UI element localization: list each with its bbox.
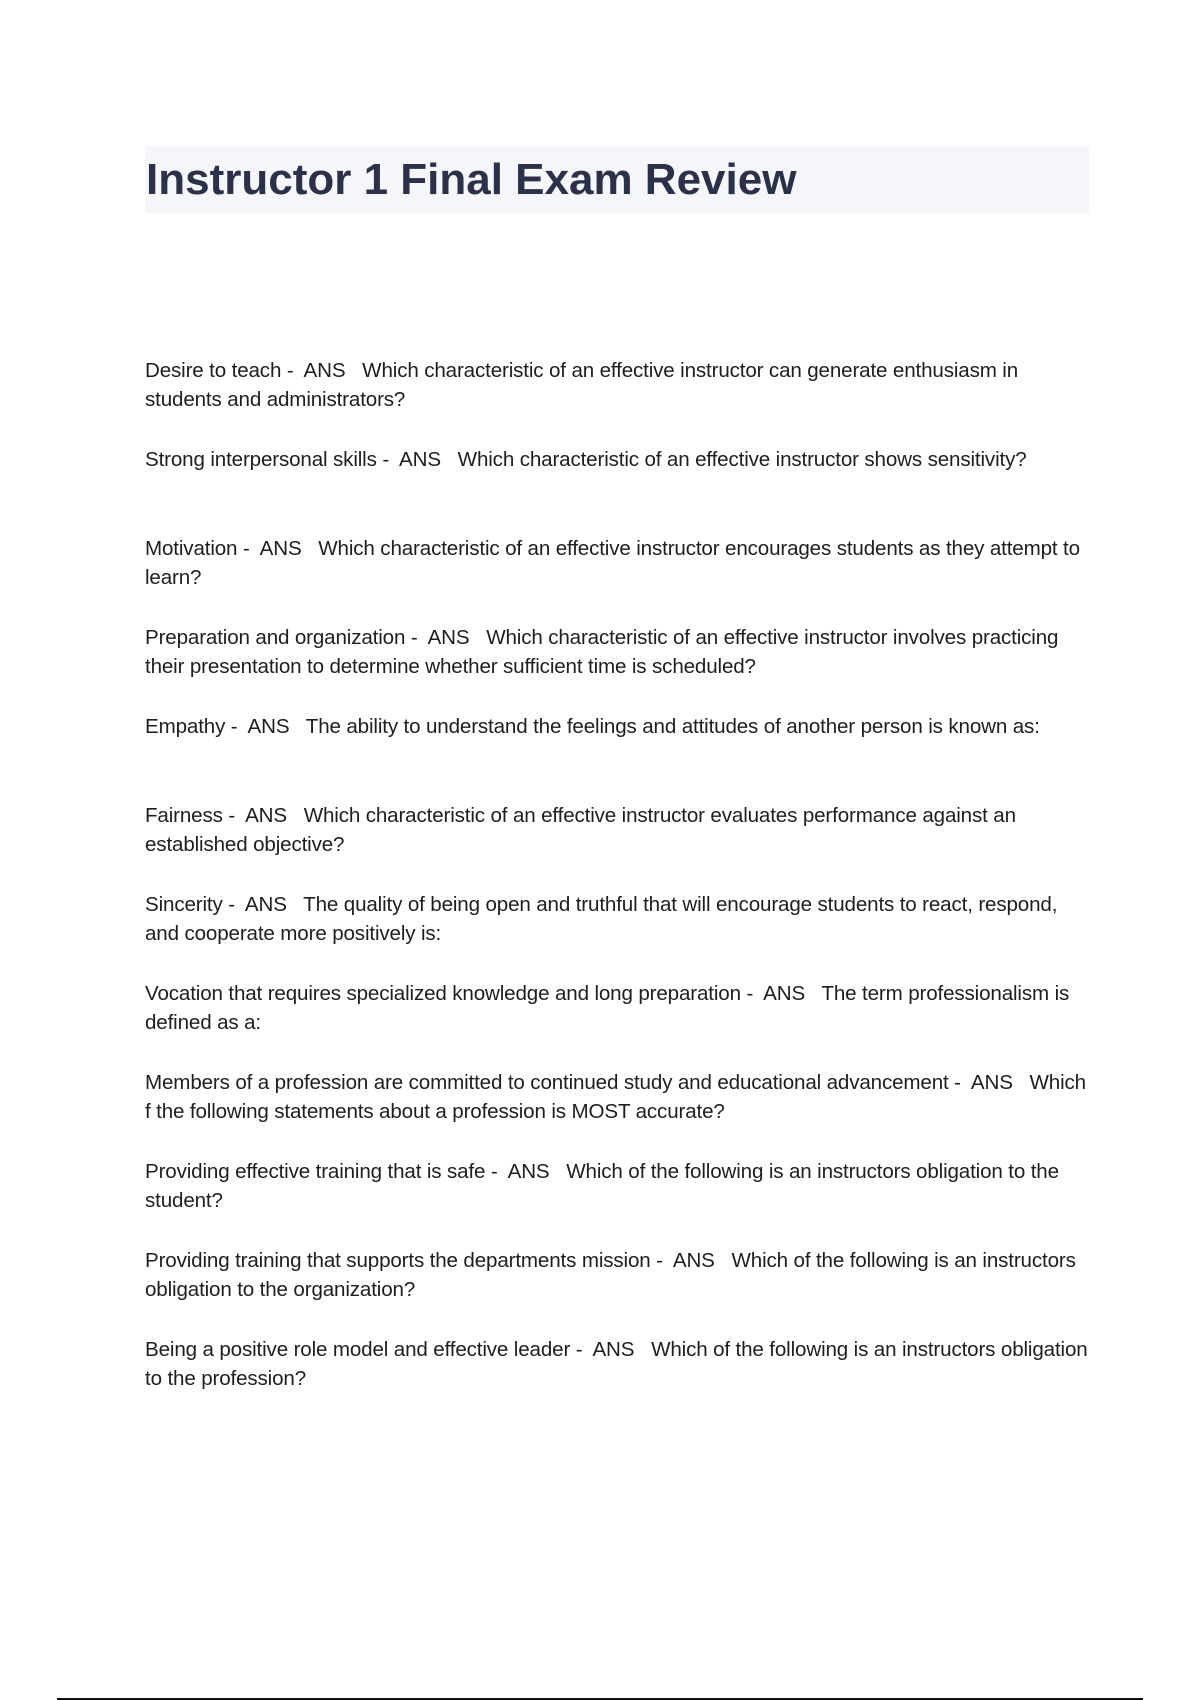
qa-item: [145, 801, 1095, 859]
qa-question: Which f the following statements about a profession is MOST accurate?: [145, 1071, 1086, 1123]
qa-answer: Preparation and organization: [145, 626, 406, 649]
qa-answer: Sincerity: [145, 893, 223, 916]
qa-item: [145, 534, 1095, 592]
qa-answer: Empathy: [145, 715, 226, 738]
qa-separator: - ANS: [650, 1249, 732, 1272]
qa-separator: - ANS: [222, 893, 304, 916]
qa-item: [145, 890, 1095, 948]
qa-item: [145, 1335, 1095, 1393]
qa-question: The term professionalism is defined as a:: [145, 982, 1070, 1034]
qa-item: [145, 1068, 1095, 1126]
qa-separator: - ANS: [570, 1338, 652, 1361]
qa-answer: Members of a profession are committed to continued study and educational advancement: [145, 1071, 949, 1094]
title-banner: [145, 146, 1089, 213]
qa-question: Which characteristic of an effective instructor can generate enthusiasm in students and administrators?: [145, 359, 1019, 411]
qa-separator: - ANS: [485, 1160, 567, 1183]
qa-item: [145, 979, 1095, 1037]
qa-question: Which characteristic of an effective instructor evaluates performance against an established objective?: [145, 804, 1016, 856]
qa-separator: - ANS: [740, 982, 822, 1005]
qa-answer: Fairness: [145, 804, 223, 827]
qa-answer: Providing training that supports the departments mission: [145, 1249, 651, 1272]
qa-separator: - ANS: [281, 359, 363, 382]
qa-separator: - ANS: [225, 715, 306, 738]
qa-answer: Vocation that requires specialized knowledge and long preparation: [145, 982, 741, 1005]
qa-separator: - ANS: [948, 1071, 1030, 1094]
qa-separator: - ANS: [405, 626, 487, 649]
qa-item: [145, 356, 1095, 414]
qa-question: The quality of being open and truthful that will encourage students to react, respond, and cooperate more positively is:: [145, 893, 1058, 945]
qa-answer: Being a positive role model and effective leader: [145, 1338, 571, 1361]
qa-answer: Providing effective training that is safe: [145, 1160, 486, 1183]
qa-answer: Desire to teach: [145, 359, 282, 382]
qa-separator: - ANS: [222, 804, 304, 827]
qa-question: The ability to understand the feelings and attitudes of another person is known as:: [305, 715, 1040, 738]
qa-question: Which of the following is an instructors obligation to the profession?: [145, 1338, 1088, 1390]
qa-item: [145, 712, 1095, 770]
qa-list: [145, 356, 1095, 1424]
qa-question: Which characteristic of an effective instructor shows sensitivity?: [457, 448, 1027, 471]
qa-answer: Strong interpersonal skills: [145, 448, 377, 471]
qa-question: Which of the following is an instructors obligation to the student?: [145, 1160, 1059, 1212]
qa-question: Which characteristic of an effective instructor involves practicing their presentation to determine whether sufficient time is scheduled?: [145, 626, 1059, 678]
qa-answer: Motivation: [145, 537, 238, 560]
qa-item: [145, 1157, 1095, 1215]
qa-question: Which of the following is an instructors obligation to the organization?: [145, 1249, 1076, 1301]
qa-item: [145, 1246, 1095, 1304]
qa-question: Which characteristic of an effective instructor encourages students as they attempt to learn?: [145, 537, 1080, 589]
qa-separator: - ANS: [376, 448, 458, 471]
qa-separator: - ANS: [237, 537, 319, 560]
qa-item: [145, 623, 1095, 681]
qa-item: [145, 445, 1095, 503]
document-title: Instructor 1 Final Exam Review: [146, 155, 797, 204]
